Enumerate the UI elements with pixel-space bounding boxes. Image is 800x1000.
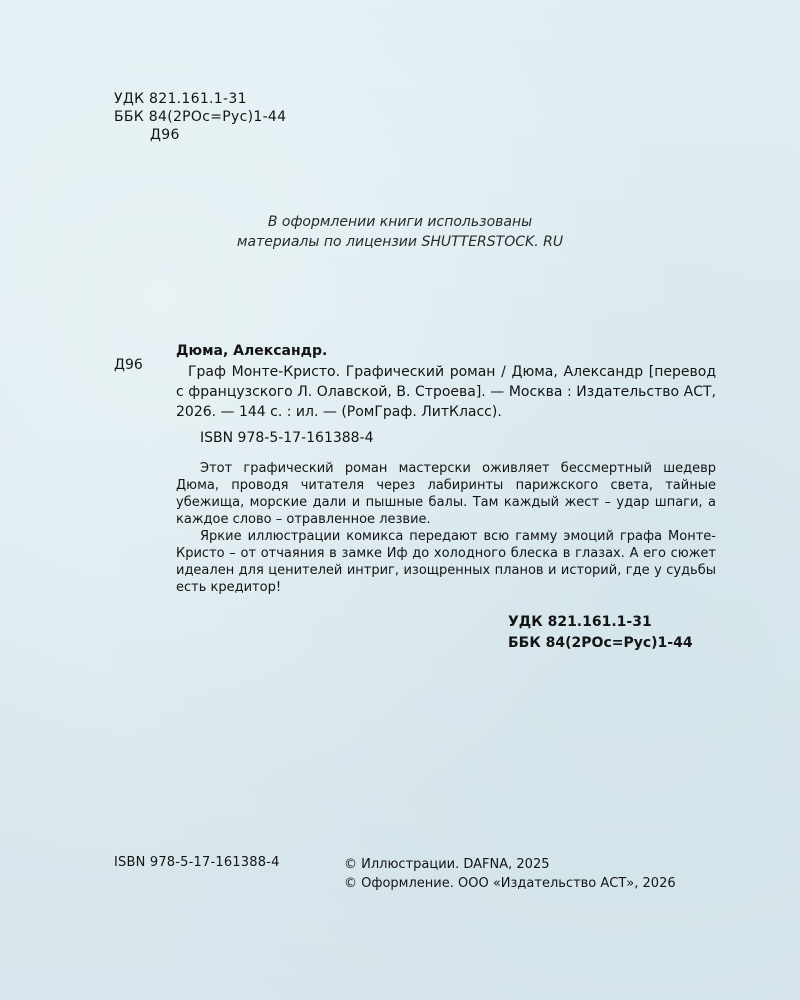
isbn-entry: ISBN 978-5-17-161388-4 [200, 430, 374, 446]
footer-copyright [344, 855, 676, 893]
annotation-paragraph-2: Яркие иллюстрации комикса передают всю гамму эмоций графа Монте-Кристо – от отчаяния в замке Иф до холодного блеска в глазах. А его сюжет идеален для ценителей интриг, изощренных планов и историй, где у судьбы есть кредитор! [176, 529, 716, 595]
bottom-udk-code: УДК 821.161.1-31 [508, 614, 652, 630]
top-classification-block [114, 90, 286, 144]
bottom-classification-block [508, 612, 693, 654]
bibliographic-description [176, 356, 716, 422]
author-mark: Д96 [150, 127, 180, 143]
catalog-mark: Д96 [114, 357, 143, 373]
bbk-code: ББК 84(2РОс=Рус)1-44 [114, 109, 287, 125]
udk-code: УДК 821.161.1-31 [114, 91, 247, 107]
bottom-bbk-code: ББК 84(2РОс=Рус)1-44 [508, 635, 693, 651]
footer-isbn: ISBN 978-5-17-161388-4 [114, 855, 280, 870]
copyright-design: © Оформление. ООО «Издательство АСТ», 2026 [344, 876, 676, 891]
copyright-illustrations: © Иллюстрации. DAFNA, 2025 [344, 857, 550, 872]
annotation-paragraph-1: Этот графический роман мастерски оживляет бессмертный шедевр Дюма, проводя читателя через лабиринты парижского света, тайные убежища, морские дали и пышные балы. Там каждый жест – удар шпаги, а каждое слово – отравленное лезвие. [176, 461, 716, 527]
license-note-line-2: материалы по лицензии SHUTTERSTOCK. RU [236, 234, 564, 250]
bibliographic-text: Граф Монте-Кристо. Графический роман / Дюма, Александр [перевод с французского Л. Олавской, В. Строева]. — Москва : Издательство АСТ, 2026. — 144 с. : ил. — (РомГраф. ЛитКласс). [176, 364, 716, 420]
license-note [0, 212, 800, 252]
author-heading: Дюма, Александр. [176, 343, 328, 359]
license-note-line-1: В оформлении книги использованы [267, 214, 533, 230]
annotation [176, 460, 716, 596]
